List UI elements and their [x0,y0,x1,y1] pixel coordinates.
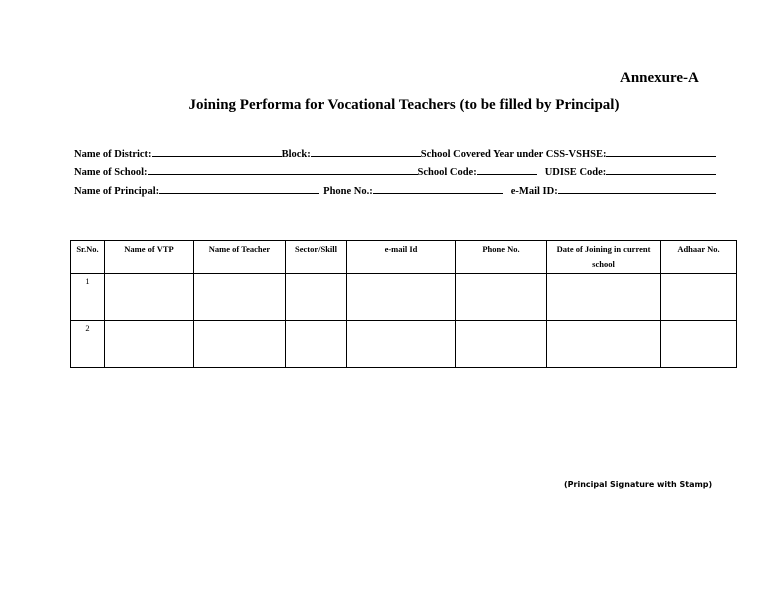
col-joining-date: Date of Joining in current school [547,241,661,274]
block-label: Block: [281,149,311,160]
table-row [71,321,737,368]
teachers-table [70,240,737,368]
annexure-label: Annexure-A [620,70,699,86]
page-title: Joining Performa for Vocational Teachers (to be filled by Principal) [188,97,620,113]
col-adhaar: Adhaar No. [661,241,737,274]
school-field[interactable] [148,173,418,175]
principal-label: Name of Principal: [74,186,160,197]
udise-code-field[interactable] [606,173,716,175]
col-phone: Phone No. [456,241,547,274]
school-year-field[interactable] [606,155,716,157]
table-row [71,274,737,321]
school-year-label: School Covered Year under CSS-VSHSE: [420,149,607,160]
sector-cell[interactable] [286,274,347,321]
district-label: Name of District: [74,149,152,160]
table-header-row [71,241,737,274]
vtp-cell[interactable] [105,321,194,368]
block-field[interactable] [311,155,421,157]
school-row [74,167,716,178]
sr-cell: 1 [71,274,105,321]
joining-date-cell[interactable] [547,274,661,321]
district-row [74,149,716,160]
email-cell[interactable] [347,274,456,321]
principal-row [74,186,716,197]
udise-code-label: UDISE Code: [544,167,607,178]
email-label: e-Mail ID: [510,186,558,197]
adhaar-cell[interactable] [661,321,737,368]
principal-field[interactable] [159,192,319,194]
phone-label: Phone No.: [323,186,373,197]
email-cell[interactable] [347,321,456,368]
col-sr-no: Sr.No. [71,241,105,274]
email-field[interactable] [558,192,716,194]
joining-date-cell[interactable] [547,321,661,368]
col-teacher-name: Name of Teacher [194,241,286,274]
sr-cell: 2 [71,321,105,368]
phone-cell[interactable] [456,274,547,321]
vtp-cell[interactable] [105,274,194,321]
district-field[interactable] [152,155,282,157]
col-email: e-mail Id [347,241,456,274]
phone-cell[interactable] [456,321,547,368]
teacher-cell[interactable] [194,321,286,368]
school-code-label: School Code: [417,167,477,178]
col-sector-skill: Sector/Skill [286,241,347,274]
principal-signature-label: (Principal Signature with Stamp) [564,480,713,489]
adhaar-cell[interactable] [661,274,737,321]
school-code-field[interactable] [477,173,537,175]
sector-cell[interactable] [286,321,347,368]
phone-field[interactable] [373,192,503,194]
school-label: Name of School: [74,167,148,178]
col-vtp-name: Name of VTP [105,241,194,274]
teacher-cell[interactable] [194,274,286,321]
